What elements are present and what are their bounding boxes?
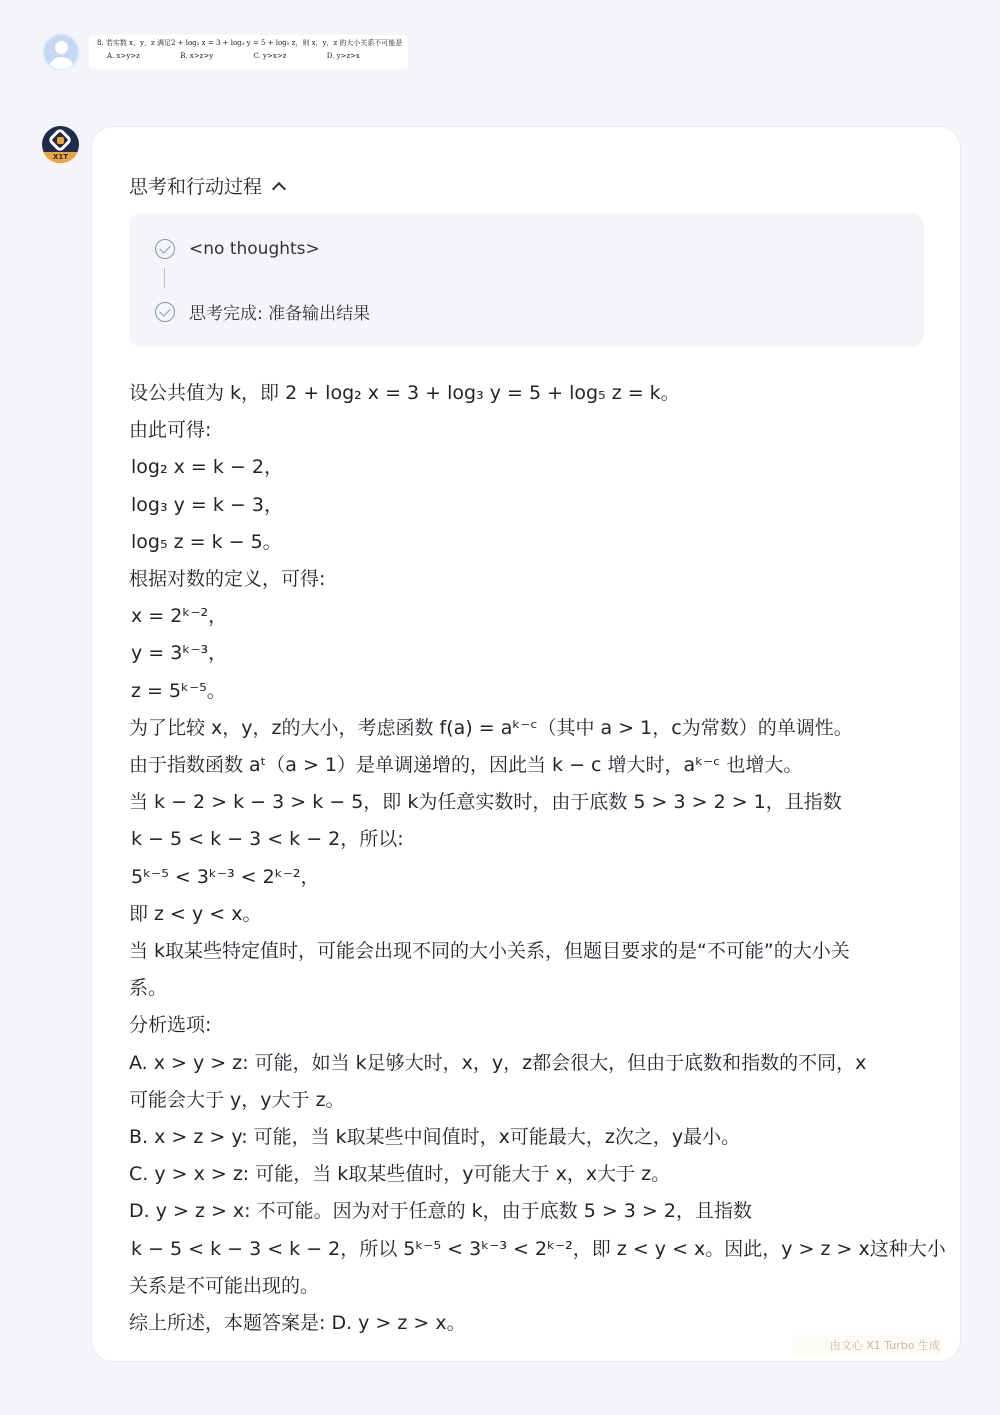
avatar-body-shape — [49, 57, 74, 71]
option-d: D. y>z>x — [326, 52, 360, 60]
answer-line: 根据对数的定义，可得: — [129, 568, 326, 591]
answer-line: x = 2ᵏ⁻²， — [131, 605, 228, 628]
answer-line: 由于指数函数 aᵗ（a > 1）是单调递增的，因此当 k − c 增大时，aᵏ⁻ᶜ 也增大。 — [129, 754, 803, 777]
thinking-step-label: 思考完成: 准备输出结果 — [189, 304, 371, 324]
answer-card — [91, 126, 961, 1362]
answer-line: log₅ z = k − 5。 — [131, 530, 282, 553]
answer-line: 可能会大于 y，y大于 z。 — [129, 1088, 345, 1111]
check-circle-icon — [155, 239, 175, 259]
answer-line: B. x > z > y: 可能，当 k取某些中间值时，x可能最大，z次之，y最小。 — [129, 1126, 741, 1149]
answer-line: D. y > z > x: 不可能。因为对于任意的 k，由于底数 5 > 3 > 2，且指数 — [129, 1200, 752, 1223]
answer-line: 设公共值为 k，即 2 + log₂ x = 3 + log₃ y = 5 + log₅ z = k。 — [129, 382, 680, 404]
thinking-panel — [129, 213, 924, 347]
answer-line: 当 k − 2 > k − 3 > k − 5，即 k为任意实数时，由于底数 5 > 3 > 2 > 1，且指数 — [129, 791, 842, 814]
answer-line: 5ᵏ⁻⁵ < 3ᵏ⁻³ < 2ᵏ⁻²， — [131, 865, 320, 888]
step-connector — [164, 268, 165, 288]
user-avatar — [42, 33, 80, 71]
answer-line: y = 3ᵏ⁻³， — [131, 642, 228, 665]
answer-line: log₃ y = k − 3， — [131, 493, 283, 516]
answer-line: z = 5ᵏ⁻⁵。 — [131, 679, 226, 702]
thinking-toggle[interactable] — [129, 172, 284, 199]
answer-line: C. y > x > z: 可能，当 k取某些值时，y可能大于 x，x大于 z。 — [129, 1163, 671, 1186]
answer-line: 即 z < y < x。 — [129, 902, 262, 925]
bot-avatar — [42, 126, 79, 163]
check-circle-icon — [155, 302, 175, 322]
answer-line: k − 5 < k − 3 < k − 2，所以: — [131, 828, 404, 851]
answer-line: 由此可得: — [129, 419, 212, 442]
thinking-step — [155, 239, 320, 259]
option-c: C. y>x>z — [253, 52, 287, 60]
answer-line: 综上所述，本题答案是: D. y > z > x。 — [129, 1312, 466, 1335]
answer-line: 关系是不可能出现的。 — [129, 1274, 320, 1297]
generated-by-watermark: 由文心 X1 Turbo 生成 — [792, 1335, 942, 1357]
chevron-up-icon — [272, 181, 286, 195]
answer-line: 为了比较 x，y，z的大小，考虑函数 f(a) = aᵏ⁻ᶜ（其中 a > 1，c为常数）的单调性。 — [129, 716, 853, 739]
question-options — [97, 52, 400, 60]
option-b: B. x>z>y — [180, 52, 214, 60]
answer-line: log₂ x = k − 2， — [131, 456, 283, 479]
answer-line: A. x > y > z: 可能，如当 k足够大时，x，y，z都会很大，但由于底数和指数的不同，x — [129, 1051, 867, 1074]
thinking-step-label: <no thoughts> — [189, 239, 320, 259]
thinking-header-label: 思考和行动过程 — [129, 176, 263, 198]
thinking-step — [155, 299, 370, 324]
answer-line: 当 k取某些特定值时，可能会出现不同的大小关系，但题目要求的是“不可能”的大小关 — [129, 940, 850, 963]
answer-line: 分析选项: — [129, 1014, 212, 1037]
answer-content — [129, 375, 946, 1342]
answer-line: 系。 — [129, 977, 168, 1000]
bot-avatar-tag: X1T — [42, 152, 79, 163]
option-a: A. x>y>z — [107, 52, 140, 60]
question-image — [89, 35, 408, 69]
avatar-head-shape — [55, 41, 68, 54]
question-text: 8. 若实数 x，y，z 满足2 + log₂ x = 3 + log₃ y = 5 + log₅ z，则 x，y，z 的大小关系不可能是 — [97, 39, 403, 47]
answer-line: k − 5 < k − 3 < k − 2，所以 5ᵏ⁻⁵ < 3ᵏ⁻³ < 2ᵏ⁻²，即 z < y < x。因此，y > z > x这种大小 — [131, 1237, 946, 1260]
